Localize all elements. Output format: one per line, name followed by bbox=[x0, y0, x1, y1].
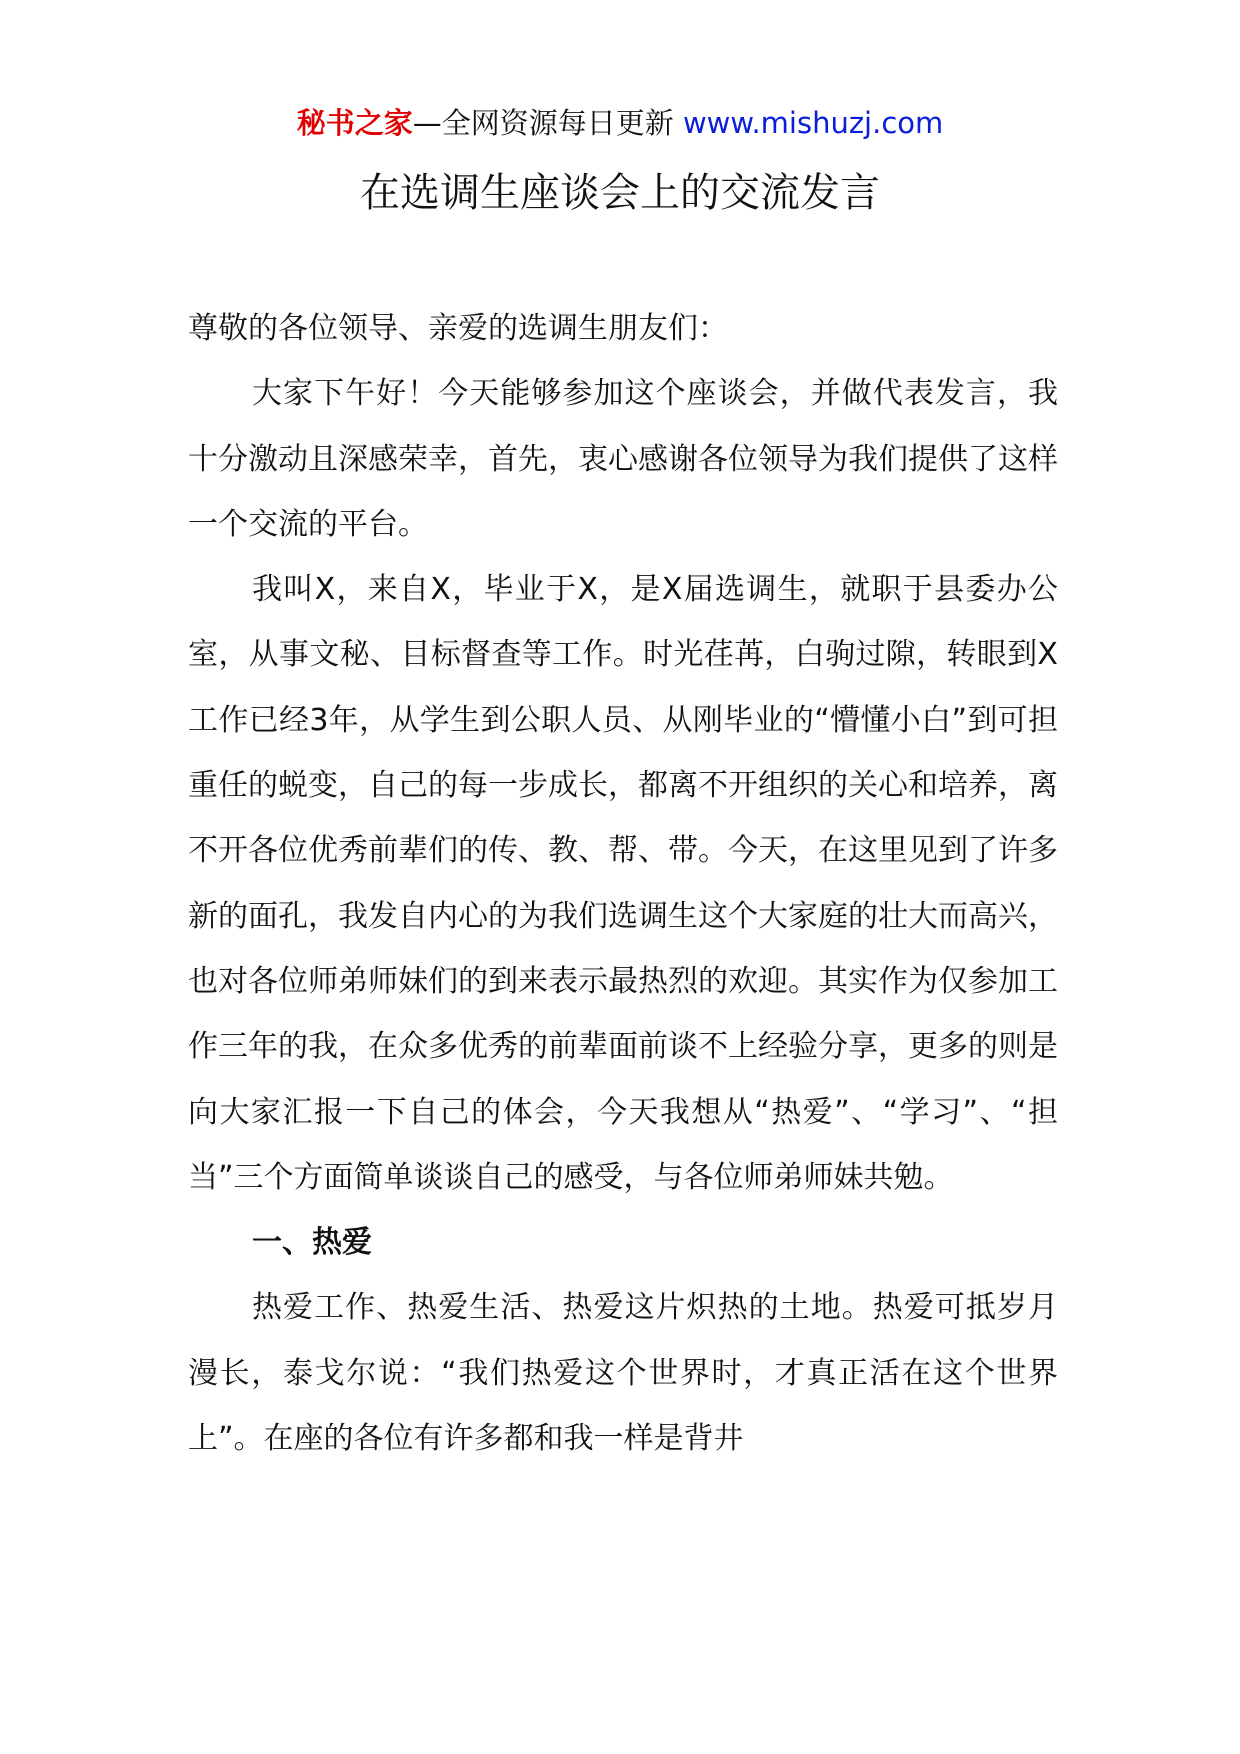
site-header bbox=[0, 101, 1240, 145]
site-url-link[interactable]: www.mishuzj.com bbox=[682, 106, 944, 140]
header-tagline: —全网资源每日更新 bbox=[412, 106, 683, 140]
document-body bbox=[188, 296, 1058, 1471]
paragraph-greeting: 大家下午好！今天能够参加这个座谈会，并做代表发言，我十分激动且深感荣幸，首先，衷心感谢各位领导为我们提供了这样一个交流的平台。 bbox=[188, 376, 1058, 542]
paragraph-love: 热爱工作、热爱生活、热爱这片炽热的土地。热爱可抵岁月漫长，泰戈尔说：“我们热爱这个世界时，才真正活在这个世界上”。在座的各位有许多都和我一样是背井 bbox=[188, 1290, 1058, 1457]
salutation: 尊敬的各位领导、亲爱的选调生朋友们： bbox=[188, 311, 728, 346]
brand-name: 秘书之家 bbox=[296, 106, 413, 140]
paragraph-introduction: 我叫X，来自X，毕业于X，是X届选调生，就职于县委办公室，从事文秘、目标督查等工作。时光荏苒，白驹过隙，转眼到X工作已经3年，从学生到公职人员、从刚毕业的“懵懂小白”到可担重任的蜕变，自己的每一步成长，都离不开组织的关心和培养，离不开各位优秀前辈们的传、教、帮、带。今天，在这里见到了许多新的面孔，我发自内心的为我们选调生这个大家庭的壮大而高兴，也对各位师弟师妹们的到来表示最热烈的欢迎。其实作为仅参加工作三年的我，在众多优秀的前辈面前谈不上经验分享，更多的则是向大家汇报一下自己的体会，今天我想从“热爱”、“学习”、“担当”三个方面简单谈谈自己的感受，与各位师弟师妹共勉。 bbox=[188, 572, 1058, 1195]
document-title: 在选调生座谈会上的交流发言 bbox=[360, 170, 880, 216]
section-heading-love: 一、热爱 bbox=[252, 1225, 372, 1261]
